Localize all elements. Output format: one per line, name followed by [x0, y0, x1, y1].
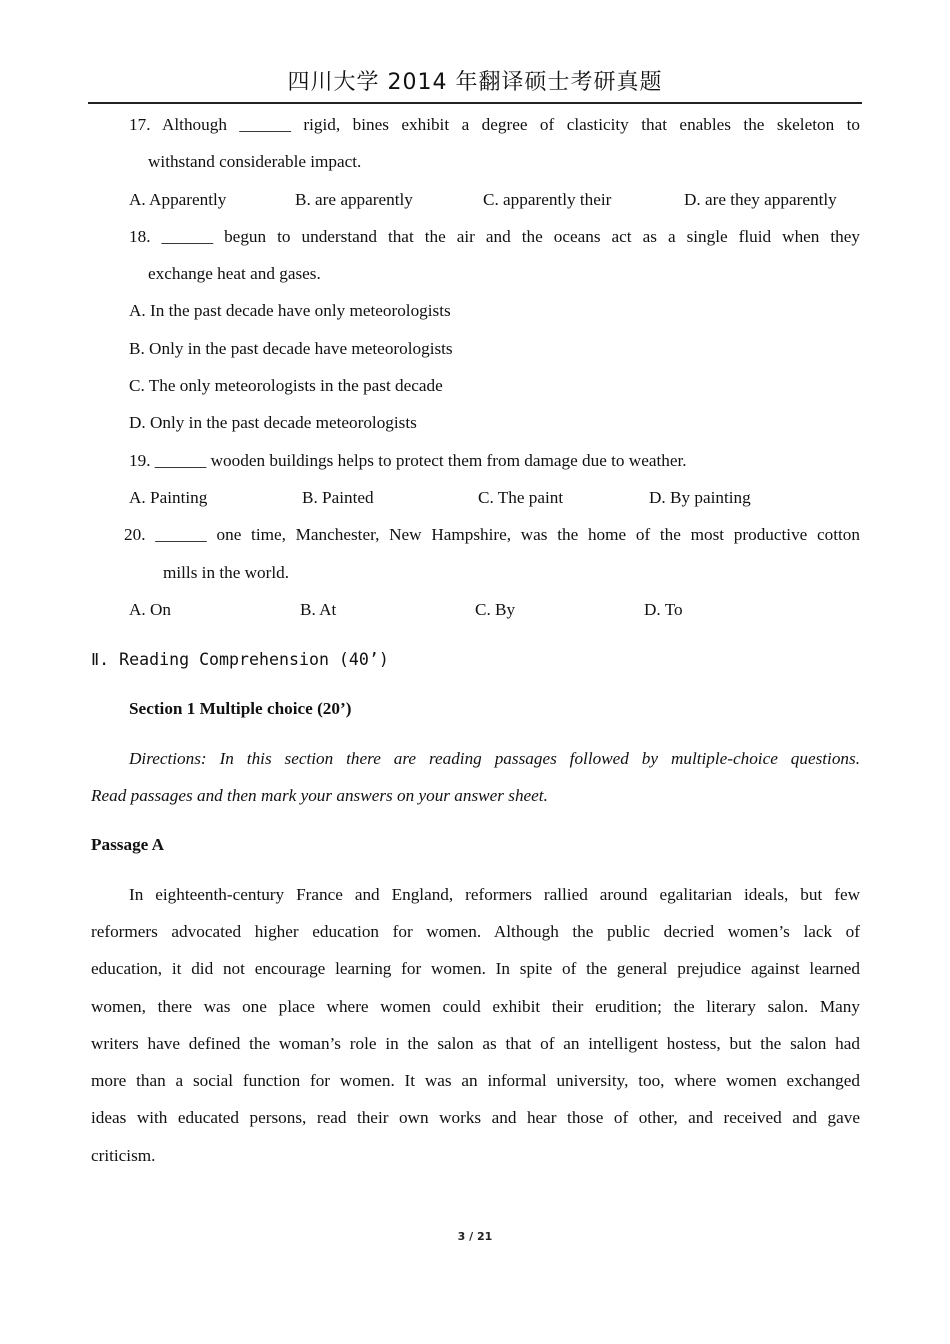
option-d: D. Only in the past decade meteorologists	[129, 413, 417, 433]
section-heading: Ⅱ. Reading Comprehension (40’)	[91, 650, 389, 670]
question-text-line: 20. ______ one time, Manchester, New Hampshire, was the home of the most productive cotton	[124, 525, 860, 545]
option-c: C. The only meteorologists in the past decade	[129, 376, 443, 396]
page-header	[88, 66, 862, 104]
option-a: A. In the past decade have only meteorologists	[129, 301, 451, 321]
passage-line: writers have defined the woman’s role in the salon as that of an intelligent hostess, but the salon had	[91, 1033, 860, 1053]
passage-line: women, there was one place where women could exhibit their erudition; the literary salon. Many	[91, 996, 860, 1016]
option-c: C. apparently their	[483, 189, 612, 209]
page-number: 3 / 21	[457, 1230, 493, 1243]
option-b: B. Only in the past decade have meteorologists	[129, 338, 453, 358]
question-text-line: exchange heat and gases.	[148, 264, 321, 284]
option-c: C. The paint	[478, 487, 564, 507]
question-text-line: 19. ______ wooden buildings helps to protect them from damage due to weather.	[129, 450, 687, 470]
question-20	[91, 516, 860, 628]
passage-line: reformers advocated higher education for women. Although the public decried women’s lack of	[91, 921, 860, 941]
passage-line: criticism.	[91, 1145, 156, 1165]
option-c: C. By	[475, 599, 516, 619]
option-a: A. On	[129, 599, 172, 619]
passage-title: Passage A	[91, 835, 165, 855]
question-18	[91, 218, 860, 442]
question-17	[91, 106, 860, 218]
question-text-line: mills in the world.	[163, 562, 290, 582]
option-b: B. Painted	[302, 487, 374, 507]
question-text-line: withstand considerable impact.	[148, 152, 362, 172]
page-body	[91, 106, 860, 1174]
directions	[91, 740, 860, 815]
option-b: B. are apparently	[295, 189, 413, 209]
passage-line: education, it did not encourage learning for women. In spite of the general prejudice against learned	[91, 959, 860, 979]
options-row	[91, 479, 860, 516]
option-a: A. Apparently	[129, 189, 227, 209]
option-d: D. To	[644, 599, 683, 619]
question-text-line: 18. ______ begun to understand that the air and the oceans act as a single fluid when they	[129, 226, 860, 246]
options-row	[91, 181, 860, 218]
directions-line: Read passages and then mark your answers on your answer sheet.	[91, 786, 548, 806]
directions-line: Directions: In this section there are reading passages followed by multiple-choice questions.	[129, 748, 860, 768]
passage-line: more than a social function for women. It was an informal university, too, where women exchanged	[91, 1071, 860, 1091]
option-b: B. At	[300, 599, 337, 619]
option-d: D. are they apparently	[684, 189, 837, 209]
document-title: 四川大学 2014 年翻译硕士考研真题	[287, 70, 663, 95]
passage-line: In eighteenth-century France and England, reformers rallied around egalitarian ideals, but few	[129, 884, 860, 904]
section-subheading: Section 1 Multiple choice (20’)	[129, 699, 352, 719]
question-19	[91, 442, 860, 517]
option-d: D. By painting	[649, 487, 751, 507]
question-text-line: 17. Although ______ rigid, bines exhibit a degree of clasticity that enables the skeleton to	[129, 115, 860, 134]
passage-line: ideas with educated persons, read their own works and hear those of other, and received and gave	[91, 1108, 860, 1128]
option-a: A. Painting	[129, 487, 208, 507]
passage-paragraph	[91, 876, 860, 1174]
options-row	[91, 591, 860, 628]
